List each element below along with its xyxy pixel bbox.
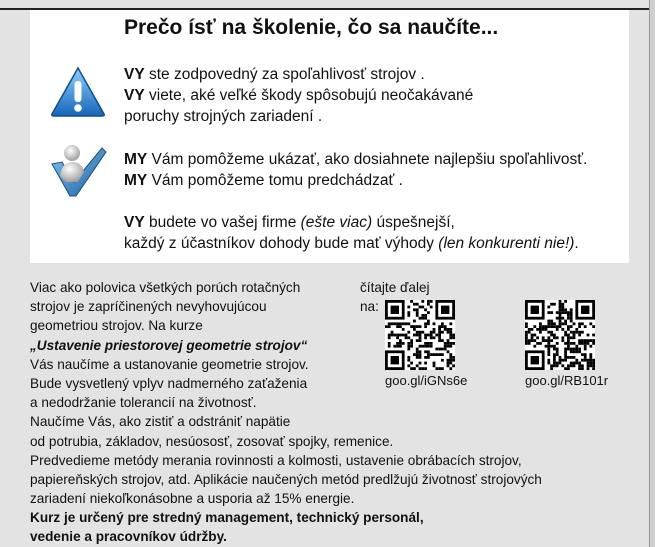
top-border bbox=[0, 0, 655, 10]
person-checkmark-icon bbox=[48, 142, 108, 203]
target-audience-line: vedenie a pracovníkov údržby. bbox=[30, 529, 227, 545]
panel-title: Prečo ísť na školenie, čo sa naučíte... bbox=[124, 16, 499, 39]
qr-url[interactable]: goo.gl/RB101r bbox=[525, 373, 609, 388]
read-more-label: čítajte ďalej na: bbox=[360, 280, 430, 315]
qr-code-icon bbox=[525, 300, 595, 370]
qr-code-2[interactable] bbox=[525, 300, 609, 397]
qr-code-icon bbox=[385, 300, 455, 370]
target-audience-line: Kurz je určený pre stredný management, technický personál, bbox=[30, 510, 424, 526]
text-line: a nedodržanie tolerancií na životnosť. bbox=[30, 395, 257, 411]
course-title: „Ustavenie priestorovej geometrie strojov“ bbox=[30, 337, 308, 353]
text-line: Naučíme Vás, ako zistiť a odstrániť napätie bbox=[30, 414, 291, 430]
text-line: zariadení niekoľkonásobne a usporia až 15% energie. bbox=[30, 491, 355, 507]
right-border bbox=[649, 0, 655, 547]
warning-icon bbox=[50, 66, 106, 123]
paragraph-success: VY budete vo vašej firme (ešte viac) úspešnejší, každý z účastníkov dohody bude mať výhody (len konkurenti nie!). bbox=[124, 214, 579, 252]
text-line: Viac ako polovica všetkých porúch rotačných bbox=[30, 280, 301, 295]
text-line: Bude vysvetlený vplyv nadmerného zaťaženia bbox=[30, 375, 308, 391]
paragraph-we: MY Vám pomôžeme ukázať, ako dosiahnete najlepšiu spoľahlivosť. MY Vám pomôžeme tomu predchádzať . bbox=[124, 151, 588, 189]
why-attend-panel bbox=[30, 10, 629, 263]
text-line: strojov je zapríčinených nevyhovujúcou bbox=[30, 299, 267, 315]
text-line: Vás naučíme a ustanovanie geometrie strojov. bbox=[30, 356, 309, 372]
text-line: geometriou strojov. Na kurze bbox=[30, 318, 203, 334]
text-line: Predvedieme metódy merania rovinnosti a kolmosti, ustavenie obrábacích strojov, bbox=[30, 452, 522, 468]
text-line: od potrubia, základov, nesúososť, zosovať spojky, remenice. bbox=[30, 433, 394, 449]
qr-url[interactable]: goo.gl/iGNs6e bbox=[385, 373, 468, 388]
text-line: papiereňských strojov, atd. Aplikácie naučených metód predlžujú životnosť strojových bbox=[30, 471, 542, 487]
paragraph-you: VY ste zodpovedný za spoľahlivosť strojov . VY viete, aké veľké škody spôsobujú neočakávané poruchy strojných zariadení . bbox=[124, 66, 474, 125]
course-description bbox=[30, 278, 542, 547]
qr-code-1[interactable] bbox=[385, 300, 468, 397]
